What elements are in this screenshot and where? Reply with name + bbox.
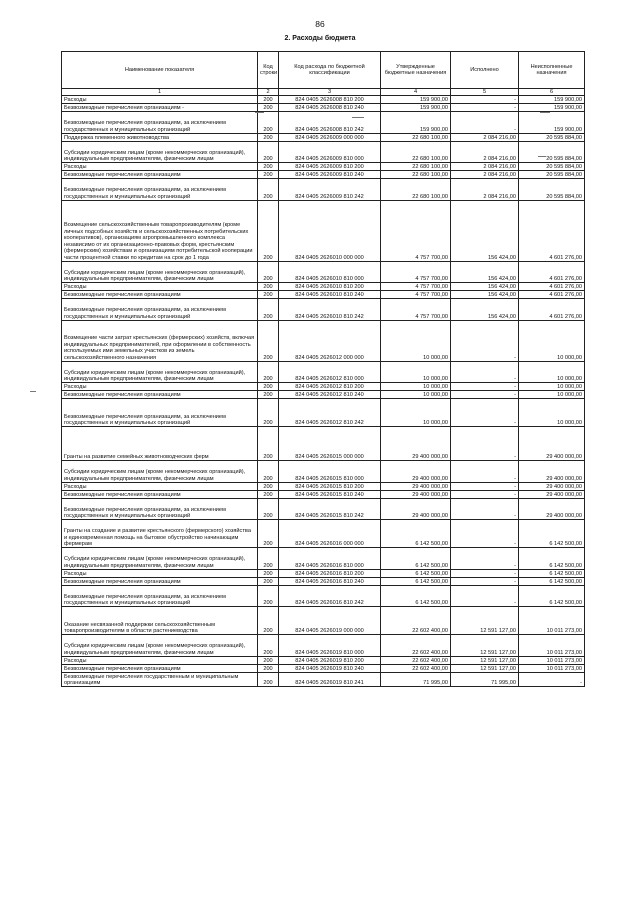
row-name: Безвозмездные перечисления организациям — [62, 291, 258, 299]
row-line-code: 200 — [258, 141, 279, 163]
row-executed: - — [451, 112, 519, 134]
row-unexecuted: 29 400 000,00 — [519, 498, 585, 520]
row-line-code: 200 — [258, 577, 279, 585]
page-number: 86 — [315, 19, 325, 29]
row-line-code: 200 — [258, 179, 279, 201]
row-unexecuted: 29 400 000,00 — [519, 482, 585, 490]
row-expense-code: 824 0405 2626009 000 000 — [279, 133, 381, 141]
row-unexecuted: - — [519, 672, 585, 687]
table-row — [62, 520, 585, 548]
row-executed: - — [451, 320, 519, 361]
table-row — [62, 664, 585, 672]
row-unexecuted: 6 142 500,00 — [519, 548, 585, 570]
row-executed: - — [451, 520, 519, 548]
row-expense-code: 824 0405 2626019 810 000 — [279, 635, 381, 657]
table-row — [62, 635, 585, 657]
row-line-code: 200 — [258, 548, 279, 570]
row-name: Субсидии юридическим лицам (кроме некоммерческих организаций), индивидуальным предпринимателям, физическим лицам — [62, 461, 258, 483]
table-row — [62, 96, 585, 104]
row-unexecuted: 10 000,00 — [519, 399, 585, 427]
row-unexecuted: 29 400 000,00 — [519, 427, 585, 461]
row-executed: - — [451, 399, 519, 427]
row-line-code: 200 — [258, 482, 279, 490]
dash-mark — [540, 112, 550, 113]
row-line-code: 200 — [258, 163, 279, 171]
row-line-code: 200 — [258, 461, 279, 483]
table-row — [62, 672, 585, 687]
row-executed: - — [451, 498, 519, 520]
row-name: Гранты на создание и развитие крестьянского (фермерского) хозяйства и единовременная помощь на бытовое обустройство начинающим фермерам — [62, 520, 258, 548]
row-line-code: 200 — [258, 520, 279, 548]
row-expense-code: 824 0405 2626019 810 240 — [279, 664, 381, 672]
row-expense-code: 824 0405 2626012 000 000 — [279, 320, 381, 361]
row-executed: 2 084 216,00 — [451, 133, 519, 141]
table-row — [62, 585, 585, 607]
row-approved: 4 757 700,00 — [381, 291, 451, 299]
row-line-code: 200 — [258, 291, 279, 299]
row-executed: - — [451, 577, 519, 585]
row-unexecuted: 10 011 273,00 — [519, 607, 585, 635]
row-approved: 71 995,00 — [381, 672, 451, 687]
row-expense-code: 824 0405 2626019 810 241 — [279, 672, 381, 687]
row-expense-code: 824 0405 2626012 810 240 — [279, 391, 381, 399]
row-line-code: 200 — [258, 664, 279, 672]
table-row — [62, 291, 585, 299]
row-unexecuted: 10 011 273,00 — [519, 635, 585, 657]
table-row — [62, 299, 585, 321]
table-body — [62, 96, 585, 687]
row-name: Безвозмездные перечисления организациям — [62, 664, 258, 672]
row-expense-code: 824 0405 2626015 810 242 — [279, 498, 381, 520]
row-line-code: 200 — [258, 171, 279, 179]
row-unexecuted: 10 011 273,00 — [519, 656, 585, 664]
table-row — [62, 200, 585, 261]
row-expense-code: 824 0405 2626008 810 240 — [279, 104, 381, 112]
table-row — [62, 427, 585, 461]
row-executed: - — [451, 361, 519, 383]
table-row — [62, 577, 585, 585]
row-line-code: 200 — [258, 96, 279, 104]
table-row — [62, 498, 585, 520]
table-row — [62, 391, 585, 399]
row-line-code: 200 — [258, 656, 279, 664]
row-line-code: 200 — [258, 607, 279, 635]
row-approved: 29 400 000,00 — [381, 461, 451, 483]
row-name: Безвозмездные перечисления организациям - — [62, 104, 258, 112]
row-executed: 2 084 216,00 — [451, 171, 519, 179]
row-expense-code: 824 0405 2626010 810 242 — [279, 299, 381, 321]
row-executed: 156 424,00 — [451, 291, 519, 299]
row-unexecuted: 4 601 276,00 — [519, 283, 585, 291]
row-executed: - — [451, 96, 519, 104]
row-unexecuted: 6 142 500,00 — [519, 585, 585, 607]
table-row — [62, 104, 585, 112]
row-name: Расходы — [62, 482, 258, 490]
table-row — [62, 569, 585, 577]
row-approved: 22 680 100,00 — [381, 179, 451, 201]
row-expense-code: 824 0405 2626012 810 000 — [279, 361, 381, 383]
table-row — [62, 656, 585, 664]
row-line-code: 200 — [258, 399, 279, 427]
row-unexecuted: 159 900,00 — [519, 96, 585, 104]
row-line-code: 200 — [258, 283, 279, 291]
table-row — [62, 361, 585, 383]
row-expense-code: 824 0405 2626016 810 240 — [279, 577, 381, 585]
row-line-code: 200 — [258, 200, 279, 261]
row-expense-code: 824 0405 2626016 810 200 — [279, 569, 381, 577]
row-unexecuted: 20 595 884,00 — [519, 171, 585, 179]
row-executed: 156 424,00 — [451, 283, 519, 291]
row-expense-code: 824 0405 2626012 810 200 — [279, 383, 381, 391]
row-approved: 10 000,00 — [381, 399, 451, 427]
row-expense-code: 824 0405 2626008 810 200 — [279, 96, 381, 104]
row-approved: 6 142 500,00 — [381, 548, 451, 570]
row-executed: 2 084 216,00 — [451, 163, 519, 171]
row-name: Расходы — [62, 383, 258, 391]
row-name: Субсидии юридическим лицам (кроме некоммерческих организаций), индивидуальным предпринимателям, физическим лицам — [62, 261, 258, 283]
row-line-code: 200 — [258, 490, 279, 498]
row-name: Безвозмездные перечисления организациям, за исключением государственных и муниципальных организаций — [62, 585, 258, 607]
table-row — [62, 399, 585, 427]
row-expense-code: 824 0405 2626012 810 242 — [279, 399, 381, 427]
row-line-code: 200 — [258, 361, 279, 383]
row-unexecuted: 6 142 500,00 — [519, 520, 585, 548]
table-row — [62, 548, 585, 570]
row-name: Безвозмездные перечисления организациям, за исключением государственных и муниципальных организаций — [62, 498, 258, 520]
row-expense-code: 824 0405 2626016 810 242 — [279, 585, 381, 607]
row-name: Безвозмездные перечисления организациям — [62, 171, 258, 179]
row-name: Субсидии юридическим лицам (кроме некоммерческих организаций), индивидуальным предпринимателям, физическим лицам — [62, 361, 258, 383]
row-expense-code: 824 0405 2626015 810 200 — [279, 482, 381, 490]
table-header-row — [62, 52, 585, 89]
row-expense-code: 824 0405 2626009 810 000 — [279, 141, 381, 163]
header-approved: Утвержденные бюджетные назначения — [381, 52, 451, 89]
table-row — [62, 261, 585, 283]
row-name: Гранты на развитие семейных животноводческих ферм — [62, 427, 258, 461]
row-unexecuted: 29 400 000,00 — [519, 490, 585, 498]
row-name: Расходы — [62, 569, 258, 577]
row-executed: - — [451, 569, 519, 577]
row-unexecuted: 10 011 273,00 — [519, 664, 585, 672]
row-name: Субсидии юридическим лицам (кроме некоммерческих организаций), индивидуальным предпринимателям, физическим лицам — [62, 548, 258, 570]
row-line-code: 200 — [258, 427, 279, 461]
row-unexecuted: 10 000,00 — [519, 320, 585, 361]
row-approved: 22 602 400,00 — [381, 607, 451, 635]
row-name: Оказание несвязанной поддержки сельскохозяйственным товаропроизводителям в области растениеводства — [62, 607, 258, 635]
column-number-row — [62, 89, 585, 96]
header-unexecuted: Неисполненные назначения — [519, 52, 585, 89]
table-row — [62, 490, 585, 498]
row-approved: 10 000,00 — [381, 361, 451, 383]
row-line-code: 200 — [258, 299, 279, 321]
row-unexecuted: 20 595 884,00 — [519, 133, 585, 141]
table-row — [62, 133, 585, 141]
row-unexecuted: 4 601 276,00 — [519, 299, 585, 321]
row-executed: - — [451, 427, 519, 461]
row-approved: 4 757 700,00 — [381, 200, 451, 261]
row-name: Безвозмездные перечисления организациям — [62, 490, 258, 498]
column-number: 5 — [451, 89, 519, 96]
row-approved: 4 757 700,00 — [381, 261, 451, 283]
expenditure-table — [61, 51, 585, 687]
table-row — [62, 283, 585, 291]
row-name: Безвозмездные перечисления организациям, за исключением государственных и муниципальных организаций — [62, 299, 258, 321]
table-row — [62, 179, 585, 201]
row-line-code: 200 — [258, 391, 279, 399]
row-name: Безвозмездные перечисления организациям — [62, 577, 258, 585]
table-row — [62, 171, 585, 179]
row-name: Возмещение сельскохозяйственным товаропроизводителям (кроме личных подсобных хозяйств и сельскохозяйственных потребительских кооперативов), организациям агропромышленного комплекса независимо от их организационно-правовых форм, крестьянским (фермерским) хозяйствам и организациям потребительской кооперации части процентной ставки по кредитам на срок до 1 года — [62, 200, 258, 261]
row-approved: 22 680 100,00 — [381, 141, 451, 163]
row-approved: 6 142 500,00 — [381, 585, 451, 607]
row-executed: - — [451, 391, 519, 399]
row-approved: 4 757 700,00 — [381, 299, 451, 321]
row-executed: 12 591 127,00 — [451, 635, 519, 657]
row-name: Субсидии юридическим лицам (кроме некоммерческих организаций), индивидуальным предпринимателям, физическим лицам — [62, 141, 258, 163]
row-approved: 6 142 500,00 — [381, 520, 451, 548]
row-line-code: 200 — [258, 104, 279, 112]
row-unexecuted: 4 601 276,00 — [519, 200, 585, 261]
row-executed: - — [451, 461, 519, 483]
row-name: Безвозмездные перечисления организациям, за исключением государственных и муниципальных организаций — [62, 179, 258, 201]
row-expense-code: 824 0405 2626016 000 000 — [279, 520, 381, 548]
row-unexecuted: 4 601 276,00 — [519, 291, 585, 299]
row-expense-code: 824 0405 2626015 000 000 — [279, 427, 381, 461]
row-line-code: 200 — [258, 635, 279, 657]
row-executed: - — [451, 490, 519, 498]
row-expense-code: 824 0405 2626010 000 000 — [279, 200, 381, 261]
row-unexecuted: 20 595 884,00 — [519, 163, 585, 171]
column-number: 4 — [381, 89, 451, 96]
row-executed: 2 084 216,00 — [451, 141, 519, 163]
row-name: Безвозмездные перечисления организациям, за исключением государственных и муниципальных организаций — [62, 399, 258, 427]
table-row — [62, 461, 585, 483]
row-name: Расходы — [62, 163, 258, 171]
row-expense-code: 824 0405 2626019 000 000 — [279, 607, 381, 635]
row-unexecuted: 4 601 276,00 — [519, 261, 585, 283]
row-line-code: 200 — [258, 261, 279, 283]
row-line-code: 200 — [258, 320, 279, 361]
table-row — [62, 383, 585, 391]
row-name: Расходы — [62, 283, 258, 291]
table-row — [62, 482, 585, 490]
row-unexecuted: 6 142 500,00 — [519, 569, 585, 577]
row-line-code: 200 — [258, 672, 279, 687]
row-executed: 156 424,00 — [451, 299, 519, 321]
row-name: Расходы — [62, 656, 258, 664]
row-expense-code: 824 0405 2626009 810 200 — [279, 163, 381, 171]
row-executed: - — [451, 482, 519, 490]
row-unexecuted: 159 900,00 — [519, 112, 585, 134]
row-expense-code: 824 0405 2626008 810 242 — [279, 112, 381, 134]
row-executed: - — [451, 383, 519, 391]
row-expense-code: 824 0405 2626010 810 240 — [279, 291, 381, 299]
row-expense-code: 824 0405 2626010 810 200 — [279, 283, 381, 291]
row-approved: 29 400 000,00 — [381, 498, 451, 520]
row-name: Субсидии юридическим лицам (кроме некоммерческих организаций), индивидуальным предпринимателям, физическим лицам — [62, 635, 258, 657]
row-line-code: 200 — [258, 112, 279, 134]
row-approved: 159 900,00 — [381, 112, 451, 134]
row-expense-code: 824 0405 2626015 810 240 — [279, 490, 381, 498]
header-code: Код расхода по бюджетной классификации — [279, 52, 381, 89]
row-executed: 156 424,00 — [451, 261, 519, 283]
row-expense-code: 824 0405 2626009 810 240 — [279, 171, 381, 179]
table-row — [62, 112, 585, 134]
row-approved: 29 400 000,00 — [381, 427, 451, 461]
row-unexecuted: 10 000,00 — [519, 383, 585, 391]
table-row — [62, 320, 585, 361]
row-expense-code: 824 0405 2626009 810 242 — [279, 179, 381, 201]
column-number: 3 — [279, 89, 381, 96]
row-approved: 6 142 500,00 — [381, 577, 451, 585]
row-line-code: 200 — [258, 383, 279, 391]
row-unexecuted: 6 142 500,00 — [519, 577, 585, 585]
row-approved: 29 400 000,00 — [381, 490, 451, 498]
row-approved: 159 900,00 — [381, 104, 451, 112]
dash-mark — [255, 112, 264, 113]
table-row — [62, 163, 585, 171]
section-title: 2. Расходы бюджета — [284, 35, 356, 42]
row-executed: - — [451, 548, 519, 570]
column-number: 1 — [62, 89, 258, 96]
row-unexecuted: 29 400 000,00 — [519, 461, 585, 483]
row-line-code: 200 — [258, 585, 279, 607]
row-approved: 22 680 100,00 — [381, 163, 451, 171]
row-approved: 22 602 400,00 — [381, 656, 451, 664]
row-unexecuted: 20 595 884,00 — [519, 141, 585, 163]
row-executed: 12 591 127,00 — [451, 664, 519, 672]
header-name: Наименование показателя — [62, 52, 258, 89]
row-approved: 22 602 400,00 — [381, 664, 451, 672]
row-expense-code: 824 0405 2626019 810 200 — [279, 656, 381, 664]
row-approved: 10 000,00 — [381, 391, 451, 399]
row-unexecuted: 159 900,00 — [519, 104, 585, 112]
row-name: Безвозмездные перечисления организациям, за исключением государственных и муниципальных организаций — [62, 112, 258, 134]
column-number: 6 — [519, 89, 585, 96]
row-approved: 22 680 100,00 — [381, 133, 451, 141]
row-approved: 159 900,00 — [381, 96, 451, 104]
row-expense-code: 824 0405 2626015 810 000 — [279, 461, 381, 483]
row-executed: 71 995,00 — [451, 672, 519, 687]
dash-mark — [352, 117, 364, 118]
row-unexecuted: 10 000,00 — [519, 361, 585, 383]
row-executed: 156 424,00 — [451, 200, 519, 261]
table-row — [62, 141, 585, 163]
row-executed: - — [451, 585, 519, 607]
row-name: Безвозмездные перечисления государственным и муниципальным организациям — [62, 672, 258, 687]
row-approved: 4 757 700,00 — [381, 283, 451, 291]
row-name: Поддержка племенного животноводства — [62, 133, 258, 141]
row-name: Возмещение части затрат крестьянских (фермерских) хозяйств, включая индивидуальных предпринимателей, при оформлении в собственность используемых ими земельных участков из земель сельскохозяйственного назначения — [62, 320, 258, 361]
row-approved: 29 400 000,00 — [381, 482, 451, 490]
row-executed: 12 591 127,00 — [451, 656, 519, 664]
row-expense-code: 824 0405 2626010 810 000 — [279, 261, 381, 283]
row-line-code: 200 — [258, 133, 279, 141]
table-row — [62, 607, 585, 635]
row-unexecuted: 20 595 884,00 — [519, 179, 585, 201]
column-number: 2 — [258, 89, 279, 96]
dash-mark — [30, 391, 36, 392]
row-line-code: 200 — [258, 569, 279, 577]
row-executed: 2 084 216,00 — [451, 179, 519, 201]
row-approved: 22 680 100,00 — [381, 171, 451, 179]
row-executed: - — [451, 104, 519, 112]
row-approved: 6 142 500,00 — [381, 569, 451, 577]
row-unexecuted: 10 000,00 — [519, 391, 585, 399]
row-name: Безвозмездные перечисления организациям — [62, 391, 258, 399]
row-name: Расходы — [62, 96, 258, 104]
row-approved: 22 602 400,00 — [381, 635, 451, 657]
row-line-code: 200 — [258, 498, 279, 520]
dash-mark — [538, 156, 546, 157]
row-approved: 10 000,00 — [381, 383, 451, 391]
header-line: Код строки — [258, 52, 279, 89]
row-executed: 12 591 127,00 — [451, 607, 519, 635]
header-executed: Исполнено — [451, 52, 519, 89]
row-expense-code: 824 0405 2626016 810 000 — [279, 548, 381, 570]
row-approved: 10 000,00 — [381, 320, 451, 361]
